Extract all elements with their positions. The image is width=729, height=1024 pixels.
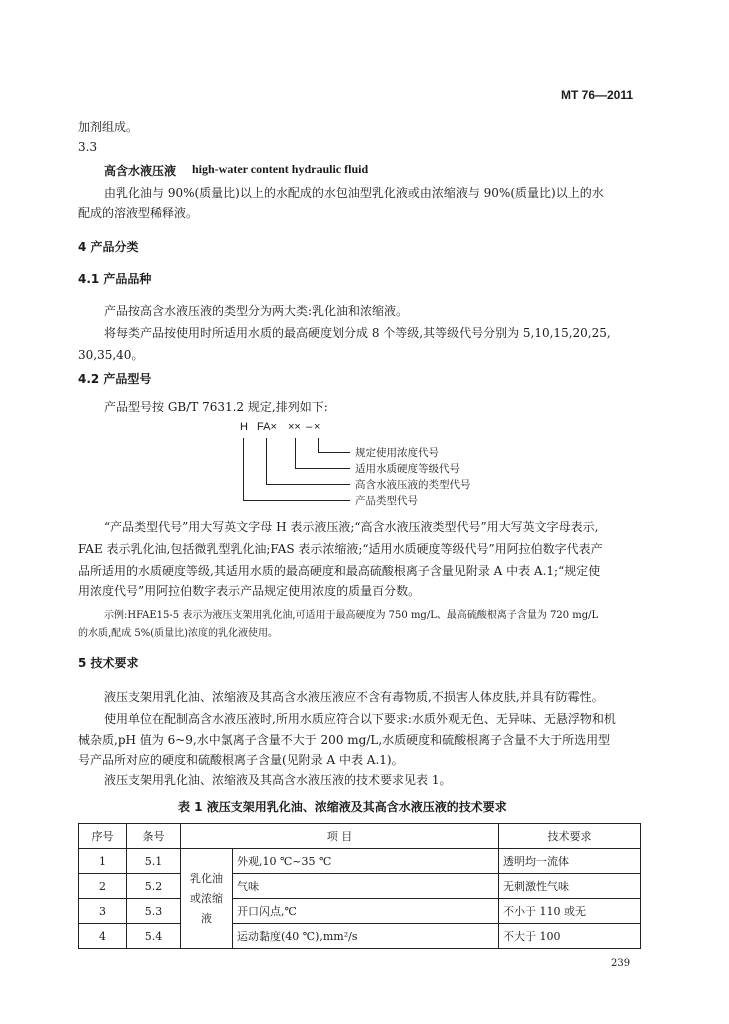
annotation: 规定使用浓度代号 — [355, 447, 439, 459]
paragraph: 品所适用的水质硬度等级,其适用水质的最高硬度和最高硫酸根离子含量见附录 A 中表 A.1;“规定使 — [78, 564, 601, 578]
paragraph: 使用单位在配制高含水液压液时,所用水质应符合以下要求:水质外观无色、无异味、无悬浮物和机 — [104, 712, 616, 726]
table-header-row — [79, 824, 641, 849]
paragraph: 液压支架用乳化油、浓缩液及其高含水液压液应不含有毒物质,不损害人体皮肤,并具有防霉性。 — [104, 690, 604, 704]
paragraph: 产品型号按 GB/T 7631.2 规定,排列如下: — [104, 400, 328, 414]
cell-no: 2 — [79, 874, 127, 899]
cell-item: 开口闪点,℃ — [233, 899, 499, 924]
paragraph: 用浓度代号”用阿拉伯数字表示产品规定使用浓度的质量百分数。 — [78, 584, 421, 598]
cell-clause: 5.1 — [127, 849, 181, 874]
cell-clause: 5.2 — [127, 874, 181, 899]
paragraph: 液压支架用乳化油、浓缩液及其高含水液压液的技术要求见表 1。 — [104, 773, 452, 787]
cell-requirement: 不大于 100 — [499, 924, 641, 949]
standard-number: MT 76—2011 — [561, 88, 634, 102]
cell-no: 4 — [79, 924, 127, 949]
code-h: H — [240, 421, 248, 433]
cell-requirement: 透明均一流体 — [499, 849, 641, 874]
section-heading: 4 产品分类 — [78, 240, 139, 254]
table-caption: 表 1 液压支架用乳化油、浓缩液及其高含水液压液的技术要求 — [178, 800, 507, 814]
code-dash: – — [306, 421, 313, 433]
subsection-heading: 4.2 产品型号 — [78, 372, 152, 386]
example-note: 示例:HFAE15-5 表示为液压支架用乳化油,可适用于最高硬度为 750 mg/L、最高硫酸根离子含量为 720 mg/L — [104, 610, 599, 621]
cell-no: 1 — [79, 849, 127, 874]
header-item: 项 目 — [181, 824, 499, 849]
paragraph: 械杂质,pH 值为 6~9,水中氯离子含量不大于 200 mg/L,水质硬度和硫酸根离子含量不大于所选用型 — [78, 733, 611, 747]
continued-text: 加剂组成。 — [78, 120, 139, 134]
code-x: × — [314, 421, 321, 433]
paragraph: 产品按高含水液压液的类型分为两大类:乳化油和浓缩液。 — [104, 304, 409, 318]
definition-line: 配成的溶液型稀释液。 — [78, 206, 199, 220]
paragraph: 将每类产品按使用时所适用水质的最高硬度划分成 8 个等级,其等级代号分别为 5,10,15,20,25, — [104, 326, 611, 340]
table-row — [79, 849, 641, 874]
section-heading: 5 技术要求 — [78, 656, 139, 670]
term-en: high-water content hydraulic fluid — [192, 162, 369, 176]
cell-item: 气味 — [233, 874, 499, 899]
annotation: 适用水质硬度等级代号 — [355, 463, 460, 475]
annotation: 高含水液压液的类型代号 — [355, 479, 471, 491]
paragraph: FAE 表示乳化油,包括微乳型乳化油;FAS 表示浓缩液;“适用水质硬度等级代号”用阿拉伯数字代表产 — [78, 542, 603, 556]
header-clause: 条号 — [127, 824, 181, 849]
example-note: 的水质,配成 5%(质量比)浓度的乳化液使用。 — [78, 628, 279, 639]
cell-no: 3 — [79, 899, 127, 924]
header-no: 序号 — [79, 824, 127, 849]
table-row — [79, 899, 641, 924]
requirements-table — [78, 823, 641, 949]
paragraph: 号产品所对应的硬度和硫酸根离子含量(见附录 A 中表 A.1)。 — [78, 753, 404, 767]
page-number: 239 — [611, 958, 631, 969]
table-row — [79, 924, 641, 949]
cell-requirement: 不小于 110 或无 — [499, 899, 641, 924]
code-fa: FA× — [257, 421, 277, 433]
paragraph: 30,35,40。 — [78, 348, 144, 362]
cell-clause: 5.4 — [127, 924, 181, 949]
code-xx: ×× — [288, 421, 301, 433]
cell-clause: 5.3 — [127, 899, 181, 924]
term-zh: 高含水液压液 — [104, 164, 177, 178]
subsection-heading: 4.1 产品品种 — [78, 272, 152, 286]
table-row — [79, 874, 641, 899]
header-requirement: 技术要求 — [499, 824, 641, 849]
cell-requirement: 无刺激性气味 — [499, 874, 641, 899]
cell-item: 运动黏度(40 ℃),mm²/s — [233, 924, 499, 949]
definition-line: 由乳化油与 90%(质量比)以上的水配成的水包油型乳化液或由浓缩液与 90%(质量比)以上的水 — [104, 186, 604, 200]
cell-item: 外观,10 ℃~35 ℃ — [233, 849, 499, 874]
paragraph: “产品类型代号”用大写英文字母 H 表示液压液;“高含水液压液类型代号”用大写英文字母表示, — [104, 520, 599, 534]
clause-number: 3.3 — [78, 140, 98, 154]
cell-group: 乳化油或浓缩液 — [181, 849, 233, 949]
annotation: 产品类型代号 — [355, 495, 418, 507]
